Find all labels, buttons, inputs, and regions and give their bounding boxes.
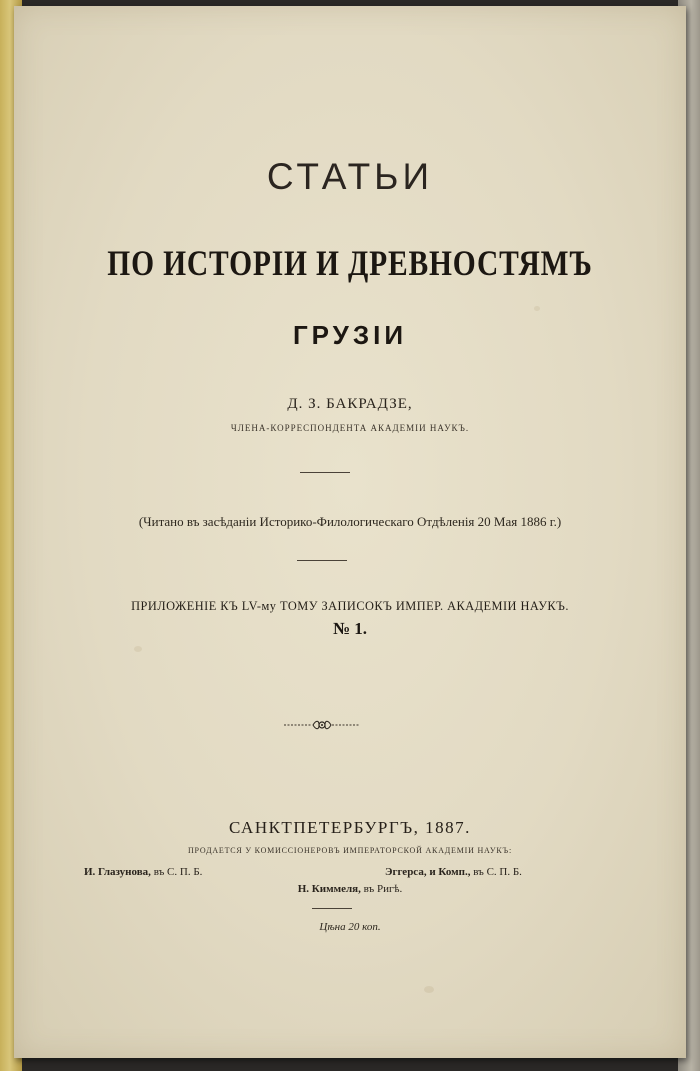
divider-rule	[300, 472, 350, 473]
title-line-1: СТАТЬИ	[266, 156, 434, 197]
sold-by-line: ПРОДАЕТСЯ У КОМИССІОНЕРОВЪ ИМПЕРАТОРСКОЙ АКАДЕМІИ НАУКЪ:	[187, 846, 512, 855]
sellers-row	[14, 866, 686, 882]
fleuron-ornament-icon	[282, 717, 362, 733]
issue-number: № 1.	[332, 619, 368, 638]
imprint-city-year: САНКТПЕТЕРБУРГЪ, 1887.	[229, 818, 471, 837]
reading-note: (Читано въ засѣданіи Историко-Филологическаго Отдѣленія 20 Мая 1886 г.)	[138, 514, 562, 529]
author-affiliation: ЧЛЕНА-КОРРЕСПОНДЕНТА АКАДЕМІИ НАУКЪ.	[230, 423, 470, 433]
divider-rule	[312, 908, 352, 909]
title-line-3: ГРУЗІИ	[292, 320, 408, 350]
author-name: Д. З. БАКРАДЗЕ,	[287, 396, 413, 412]
title-page	[14, 6, 686, 1058]
divider-rule	[297, 560, 347, 561]
paper-spot	[424, 986, 434, 993]
title-line-2: ПО ИСТОРІИ И ДРЕВНОСТЯМЪ	[107, 243, 593, 283]
paper-spot	[134, 646, 142, 652]
seller-kimmel: Н. Киммеля, въ Ригѣ.	[297, 883, 403, 895]
seller-eggers: Эггерса, и Комп., въ С. П. Б.	[385, 866, 522, 878]
paper-spot	[534, 306, 540, 311]
seller-glazunov: И. Глазунова, въ С. П. Б.	[84, 866, 203, 878]
price-line: Цѣна 20 коп.	[319, 921, 381, 933]
appendix-line: ПРИЛОЖЕНІЕ КЪ LV-му ТОМУ ЗАПИСОКЪ ИМПЕР. АКАДЕМІИ НАУКЪ.	[131, 598, 569, 613]
